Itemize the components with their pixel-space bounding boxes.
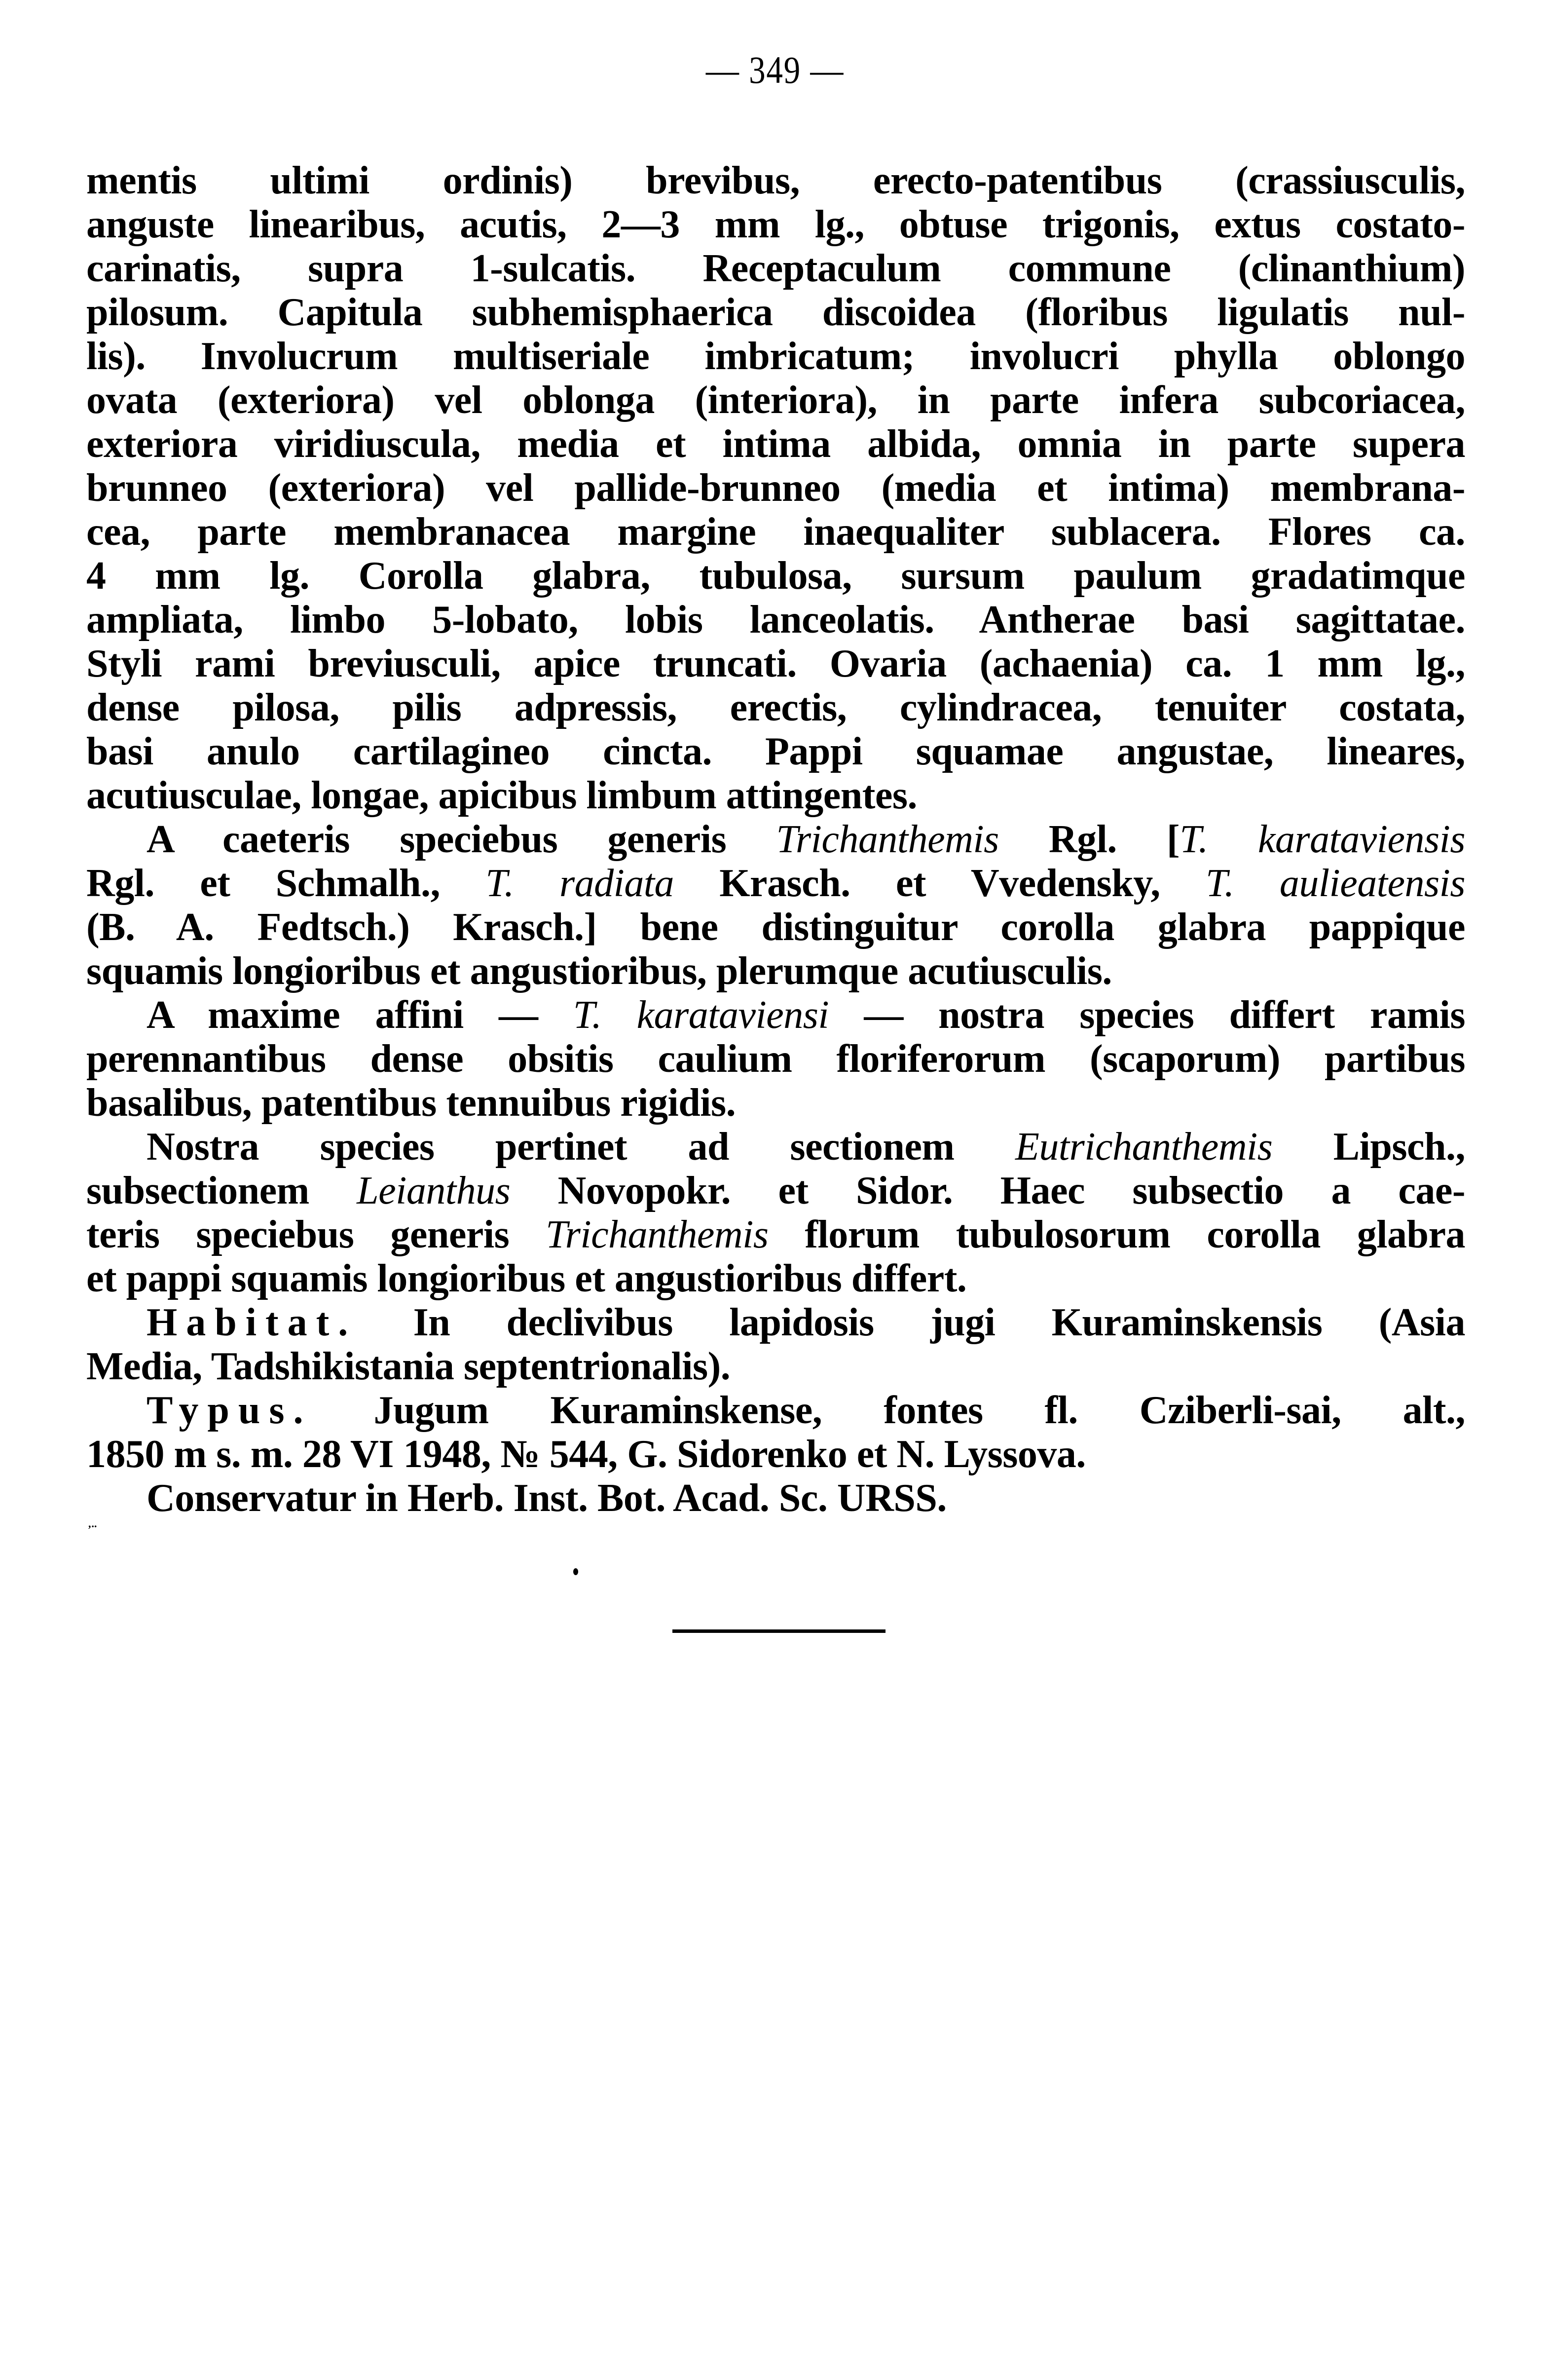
- text-line: [86, 1169, 1465, 1213]
- taxon-name: T. karataviensis: [1180, 818, 1466, 861]
- text-segment: brunneo (exteriora) vel pallide-brunneo (media et intima) membrana-: [86, 466, 1465, 510]
- text-line: [86, 774, 1465, 818]
- text-segment: Conservatur in Herb. Inst. Bot. Acad. Sc. URSS.: [147, 1476, 947, 1520]
- text-segment: et pappi squamis longioribus et angustioribus differt.: [86, 1257, 967, 1300]
- text-line: [86, 247, 1465, 291]
- text-segment: anguste linearibus, acutis, 2—3 mm lg., obtuse trigonis, extus costato-: [86, 203, 1465, 246]
- separator-dot: [573, 1568, 578, 1575]
- paragraph-first-line: [86, 1301, 1465, 1345]
- text-line: [86, 598, 1465, 642]
- text-line: [86, 730, 1465, 774]
- text-segment: lis). Involucrum multiseriale imbricatum; involucri phylla oblongo: [86, 335, 1465, 378]
- text-segment: Media, Tadshikistania septentrionalis).: [86, 1345, 731, 1388]
- text-segment: 1850 m s. m. 28 VI 1948, № 544, G. Sidorenko et N. Lyssova.: [86, 1433, 1086, 1476]
- paragraph-first-line: [86, 993, 1465, 1037]
- text-line: [86, 510, 1465, 554]
- text-segment: mentis ultimi ordinis) brevibus, erecto-patentibus (crassiusculis,: [86, 159, 1465, 202]
- section-label: Habitat.: [147, 1301, 357, 1344]
- text-line: [86, 949, 1465, 993]
- taxon-name: Eutrichanthemis: [1015, 1125, 1273, 1169]
- text-segment: teris speciebus generis: [86, 1213, 546, 1256]
- text-segment: (B. A. Fedtsch.) Krasch.] bene distinguitur corolla glabra pappique: [86, 906, 1465, 949]
- text-line: [86, 554, 1465, 598]
- text-segment: — nostra species differt ramis: [829, 993, 1465, 1037]
- text-line: [86, 1037, 1465, 1081]
- text-segment: Nostra species pertinet ad sectionem: [147, 1125, 1015, 1169]
- text-segment: 4 mm lg. Corolla glabra, tubulosa, sursum paulum gradatimque: [86, 554, 1465, 598]
- text-segment: dense pilosa, pilis adpressis, erectis, cylindracea, tenuiter costata,: [86, 686, 1465, 729]
- text-line: [86, 291, 1465, 335]
- text-segment: Rgl. et Schmalh.,: [86, 862, 486, 905]
- text-segment: Jugum Kuraminskense, fontes fl. Cziberli-sai, alt.,: [312, 1389, 1465, 1432]
- page-number: — 349 —: [705, 48, 845, 91]
- text-segment: basalibus, patentibus tennuibus rigidis.: [86, 1081, 736, 1125]
- text-segment: A caeteris speciebus generis: [147, 818, 776, 861]
- paragraph-first-line: [86, 1389, 1465, 1433]
- text-line: [86, 378, 1465, 422]
- text-line: [86, 203, 1465, 247]
- text-line: [86, 1081, 1465, 1125]
- text-segment: Krasch. et Vvedensky,: [674, 862, 1206, 905]
- text-line: [86, 862, 1465, 906]
- text-line: [86, 1345, 1465, 1389]
- text-segment: carinatis, supra 1-sulcatis. Receptaculum commune (clinanthium): [86, 247, 1465, 290]
- text-segment: cea, parte membranacea margine inaequaliter sublacera. Flores ca.: [86, 510, 1465, 554]
- text-line: [86, 906, 1465, 949]
- text-segment: Styli rami breviusculi, apice truncati. Ovaria (achaenia) ca. 1 mm lg.,: [86, 642, 1465, 685]
- text-segment: squamis longioribus et angustioribus, plerumque acutiusculis.: [86, 949, 1112, 993]
- text-segment: ovata (exteriora) vel oblonga (interiora), in parte infera subcoriacea,: [86, 378, 1465, 422]
- text-line: [86, 335, 1465, 378]
- text-segment: exteriora viridiuscula, media et intima albida, omnia in parte supera: [86, 422, 1465, 466]
- taxon-name: T. radiata: [485, 862, 674, 905]
- text-line: [86, 1257, 1465, 1301]
- stray-print-mark: ‚..: [88, 1517, 97, 1530]
- text-line: [86, 1213, 1465, 1257]
- text-line: [86, 642, 1465, 686]
- taxon-name: T. karataviensi: [573, 993, 829, 1037]
- taxon-name: Trichanthemis: [546, 1213, 769, 1256]
- footer-rule: [672, 1629, 886, 1633]
- text-segment: subsectionem: [86, 1169, 357, 1212]
- taxon-name: Trichanthemis: [776, 818, 999, 861]
- text-segment: In declivibus lapidosis jugi Kuraminskensis (Asia: [357, 1301, 1465, 1344]
- body-text: [86, 159, 1465, 1520]
- text-segment: Novopokr. et Sidor. Haec subsectio a cae-: [510, 1169, 1465, 1212]
- text-segment: pilosum. Capitula subhemisphaerica discoidea (floribus ligulatis nul-: [86, 291, 1465, 334]
- paragraph-first-line: [86, 1125, 1465, 1169]
- text-segment: florum tubulosorum corolla glabra: [768, 1213, 1465, 1256]
- text-segment: ampliata, limbo 5-lobato, lobis lanceolatis. Antherae basi sagittatae.: [86, 598, 1465, 642]
- text-line: [86, 159, 1465, 203]
- text-segment: Lipsch.,: [1272, 1125, 1465, 1169]
- text-segment: perennantibus dense obsitis caulium floriferorum (scaporum) partibus: [86, 1037, 1465, 1081]
- text-line: [86, 422, 1465, 466]
- text-segment: basi anulo cartilagineo cincta. Pappi squamae angustae, lineares,: [86, 730, 1465, 773]
- text-segment: Rgl. [: [998, 818, 1180, 861]
- text-segment: A maxime affini —: [147, 993, 573, 1037]
- taxon-name: Leianthus: [357, 1169, 511, 1212]
- text-line: [86, 1433, 1465, 1476]
- text-segment: acutiusculae, longae, apicibus limbum attingentes.: [86, 774, 918, 817]
- taxon-name: T. aulieatensis: [1206, 862, 1466, 905]
- text-line: [86, 466, 1465, 510]
- paragraph-first-line: [86, 1476, 1465, 1520]
- section-label: Typus.: [147, 1389, 312, 1432]
- paragraph-first-line: [86, 818, 1465, 862]
- text-line: [86, 686, 1465, 730]
